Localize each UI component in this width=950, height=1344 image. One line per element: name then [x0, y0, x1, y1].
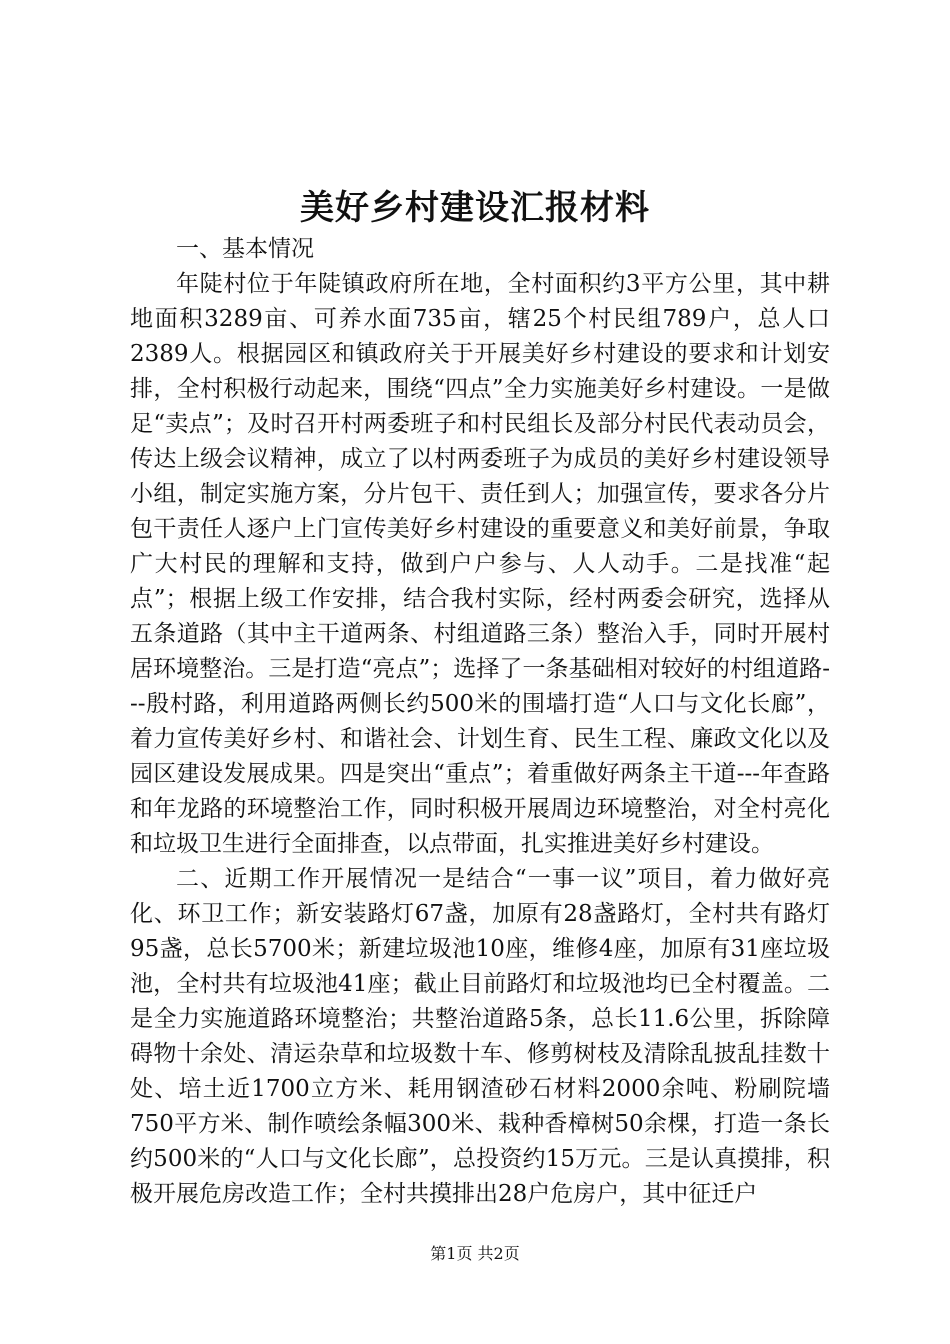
- section-heading-basic-info: 一、基本情况: [176, 236, 314, 262]
- paragraph-recent-work: 二、近期工作开展情况一是结合“一事一议”项目，着力做好亮化、环卫工作；新安装路灯67盏，加原有28盏路灯，全村共有路灯95盏，总长5700米；新建垃圾池10座，维修4座，加原有31座垃圾池，全村共有垃圾池41座；截止目前路灯和垃圾池均已全村覆盖。二是全力实施道路环境整治；共整治道路5条，总长11.6公里，拆除障碍物十余处、清运杂草和垃圾数十车、修剪树枝及清除乱披乱挂数十处、培土近1700立方米、耗用钢渣砂石材料2000余吨、粉刷院墙750平方米、制作喷绘条幅300米、栽种香樟树50余棵，打造一条长约500米的“人口与文化长廊”，总投资约15万元。三是认真摸排，积极开展危房改造工作；全村共摸排出28户危房户，其中征迁户: [130, 866, 830, 1207]
- document-title: 美好乡村建设汇报材料: [300, 188, 650, 228]
- document-body: [130, 232, 830, 1212]
- paragraph-basic-info: 年陡村位于年陡镇政府所在地，全村面积约3平方公里，其中耕地面积3289亩、可养水面735亩，辖25个村民组789户，总人口2389人。根据园区和镇政府关于开展美好乡村建设的要求和计划安排，全村积极行动起来，围绕“四点”全力实施美好乡村建设。一是做足“卖点”；及时召开村两委班子和村民组长及部分村民代表动员会，传达上级会议精神，成立了以村两委班子为成员的美好乡村建设领导小组，制定实施方案，分片包干、责任到人；加强宣传，要求各分片包干责任人逐户上门宣传美好乡村建设的重要意义和美好前景，争取广大村民的理解和支持，做到户户参与、人人动手。二是找准“起点”；根据上级工作安排，结合我村实际，经村两委会研究，选择从五条道路（其中主干道两条、村组道路三条）整治入手，同时开展村居环境整治。三是打造“亮点”；选择了一条基础相对较好的村组道路---殷村路，利用道路两侧长约500米的围墙打造“人口与文化长廊”，着力宣传美好乡村、和谐社会、计划生育、民生工程、廉政文化以及园区建设发展成果。四是突出“重点”；着重做好两条主干道---年查路和年龙路的环境整治工作，同时积极开展周边环境整治，对全村亮化和垃圾卫生进行全面排查，以点带面，扎实推进美好乡村建设。: [130, 271, 830, 857]
- page-number: 第1页 共2页: [430, 1244, 520, 1263]
